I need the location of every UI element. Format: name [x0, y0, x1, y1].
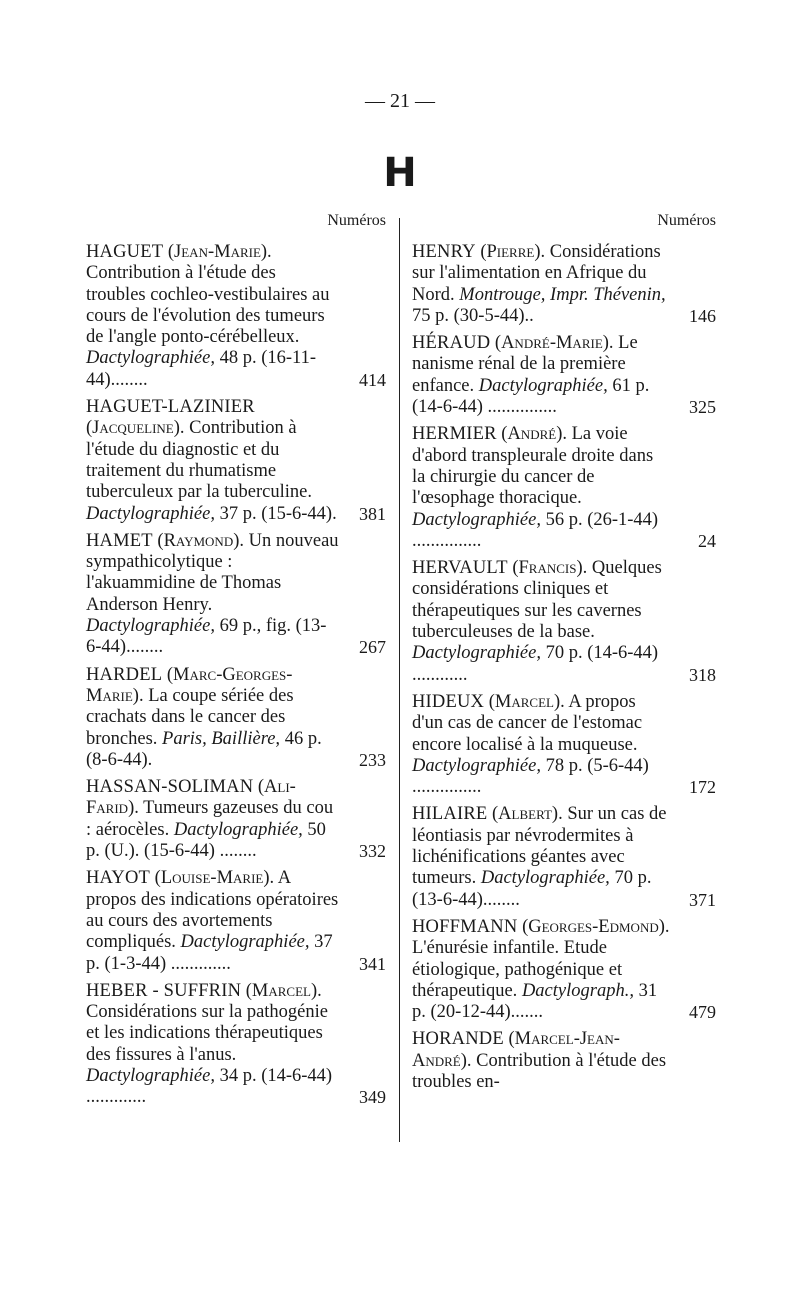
entry-text	[86, 777, 340, 862]
left-entry-list	[86, 242, 386, 1109]
entry-text	[86, 397, 340, 525]
thesis-entry	[412, 424, 716, 552]
thesis-number: 349	[359, 1087, 386, 1108]
thesis-entry	[412, 917, 716, 1023]
thesis-entry	[86, 397, 386, 525]
thesis-number: 233	[359, 749, 386, 770]
thesis-title: A propos des indications opératoires au cours des avortements compliqués.	[86, 868, 339, 953]
thesis-number: 332	[359, 841, 386, 862]
left-column	[86, 212, 386, 1115]
author-name: HIDEUX	[412, 691, 485, 712]
thesis-number: 146	[689, 305, 716, 326]
author-given-name: (Marcel).	[245, 980, 322, 1001]
author-name: HOFFMANN	[412, 916, 518, 937]
publication-info: Montrouge, Impr. Thévenin,	[459, 284, 666, 305]
thesis-entry	[86, 868, 386, 974]
author-given-name: (Francis).	[512, 558, 588, 579]
thesis-title: A propos d'un cas de cancer de l'estomac encore localisé à la muqueuse.	[412, 691, 643, 755]
author-given-name: (Pierre).	[480, 242, 546, 262]
author-name: HEBER - SUFFRIN	[86, 980, 242, 1001]
thesis-entry	[412, 692, 716, 798]
author-name: HAGUET-LAZINIER	[86, 397, 255, 418]
thesis-title: Contribution à l'étude des troubles en-	[412, 1050, 667, 1092]
thesis-number: 172	[689, 777, 716, 798]
entry-text	[86, 531, 340, 659]
publication-info: Dactylographiée,	[86, 1065, 215, 1086]
thesis-number: 371	[689, 889, 716, 910]
publication-info: Dactylographiée,	[478, 375, 608, 396]
thesis-details: 70 p. (13-6-44)........	[412, 868, 652, 910]
thesis-details: 75 p. (30-5-44)..	[412, 305, 534, 326]
publication-info: Dactylographiée,	[412, 509, 541, 530]
thesis-entry	[86, 777, 386, 862]
thesis-title: Contribution à l'étude du diagnostic et du traitement du rhumatisme tuberculeux par la tuberculine.	[86, 418, 313, 503]
thesis-title: Considérations sur la pathogénie et les indications thérapeutiques des fissures à l'anus.	[86, 1002, 328, 1065]
thesis-title: Quelques considérations cliniques et thérapeutiques sur les cavernes tuberculeuses de la base.	[412, 558, 662, 643]
entry-text	[412, 917, 670, 1023]
author-given-name: (Jacqueline).	[86, 418, 185, 439]
thesis-details: 37 p. (15-6-44).	[219, 503, 337, 524]
thesis-title: Un nouveau sympathicolytique : l'akuammidine de Thomas Anderson Henry.	[86, 530, 339, 615]
entry-text	[412, 242, 670, 327]
thesis-details: 34 p. (14-6-44) .............	[86, 1065, 333, 1108]
thesis-title: Tumeurs gazeuses du cou : aérocèles.	[86, 798, 334, 840]
thesis-details: 70 p. (14-6-44) ............	[412, 643, 659, 685]
thesis-title: Considérations sur l'alimentation en Afrique du Nord.	[412, 242, 661, 305]
thesis-number: 267	[359, 637, 386, 658]
thesis-entry	[412, 558, 716, 686]
publication-info: Dactylographiée,	[86, 616, 215, 637]
author-given-name: (Albert).	[492, 804, 563, 825]
thesis-number: 381	[359, 503, 386, 524]
thesis-details: 61 p. (14-6-44) ...............	[412, 375, 650, 418]
section-letter: H	[383, 150, 417, 196]
right-column-header: Numéros	[657, 212, 716, 229]
author-given-name: (Raymond).	[157, 530, 244, 551]
thesis-details: 56 p. (26-1-44) ...............	[412, 509, 659, 551]
publication-info: Dactylographiée,	[480, 868, 610, 889]
thesis-entry	[412, 333, 716, 418]
left-column-header: Numéros	[327, 212, 386, 229]
publication-info: Dactylographiée,	[173, 819, 303, 840]
thesis-details: 31 p. (20-12-44).......	[412, 980, 658, 1023]
thesis-number: 24	[698, 530, 716, 551]
entry-text	[412, 424, 670, 552]
author-name: HAYOT	[86, 868, 151, 889]
author-name: HENRY	[412, 242, 476, 262]
thesis-number: 318	[689, 664, 716, 685]
thesis-details: 69 p., fig. (13-6-44)........	[86, 616, 327, 658]
thesis-details: 46 p. (8-6-44).	[86, 728, 322, 770]
thesis-details: 37 p. (1-3-44) .............	[86, 932, 333, 974]
author-name: HÉRAUD	[412, 333, 491, 354]
thesis-entry	[86, 665, 386, 771]
thesis-entry	[412, 242, 716, 327]
thesis-details: 78 p. (5-6-44) ...............	[412, 755, 649, 798]
entry-text	[86, 665, 340, 771]
thesis-title: Contribution à l'étude des troubles cochleo-vestibulaires au cours de l'évolution des tumeurs de l'angle ponto-cérébelleux.	[86, 263, 330, 348]
author-given-name: (Jean-Marie).	[167, 242, 272, 262]
author-name: HORANDE	[412, 1029, 504, 1050]
publication-info: Dactylographiée,	[180, 932, 310, 953]
author-name: HASSAN-SOLIMAN	[86, 777, 254, 798]
thesis-details: 48 p. (16-11-44)........	[86, 348, 316, 390]
page-number: — 21 —	[365, 90, 435, 112]
author-given-name: (Marc-Georges-Marie).	[86, 664, 293, 706]
thesis-title: La coupe sériée des crachats dans le cancer des bronches.	[86, 685, 294, 749]
publication-info: Dactylographiée,	[86, 503, 215, 524]
thesis-entry	[86, 981, 386, 1109]
thesis-title: L'énurésie infantile. Etude étiologique, pathogénique et thérapeutique.	[412, 938, 623, 1001]
entry-text	[86, 868, 340, 974]
right-entry-list	[412, 242, 716, 1093]
publication-info: Paris, Baillière,	[162, 728, 281, 749]
thesis-entry	[86, 242, 386, 391]
thesis-details: 50 p. (U.). (15-6-44) ........	[86, 819, 326, 862]
publication-info: Dactylograph.,	[521, 980, 634, 1001]
thesis-title: La voie d'abord transpleurale droite dans la chirurgie du cancer de l'œsophage thoracique.	[412, 424, 654, 509]
publication-info: Dactylographiée,	[412, 755, 541, 776]
thesis-number: 414	[359, 369, 386, 390]
entry-text	[86, 981, 340, 1109]
entry-text	[86, 242, 340, 391]
thesis-title: Sur un cas de léontiasis par névrodermites à lichénifications géantes avec tumeurs.	[412, 804, 667, 889]
entry-text	[412, 333, 670, 418]
author-given-name: (Louise-Marie).	[154, 868, 275, 889]
thesis-entry	[412, 804, 716, 910]
thesis-number: 479	[689, 1002, 716, 1023]
author-given-name: (Ali-Farid).	[86, 777, 296, 819]
thesis-title: Le nanisme rénal de la première enfance.	[412, 333, 638, 396]
entry-text	[412, 1029, 670, 1093]
entry-text	[412, 804, 670, 910]
thesis-entry	[86, 531, 386, 659]
author-name: HARDEL	[86, 664, 163, 685]
author-name: HERVAULT	[412, 558, 508, 579]
publication-info: Dactylographiée,	[86, 348, 215, 369]
author-given-name: (André-Marie).	[494, 333, 614, 354]
entry-text	[412, 692, 670, 798]
thesis-number: 325	[689, 397, 716, 418]
author-name: HILAIRE	[412, 804, 488, 825]
thesis-entry	[412, 1029, 716, 1093]
author-given-name: (Georges-Edmond).	[522, 916, 670, 937]
entry-text	[412, 558, 670, 686]
column-divider	[399, 218, 400, 1142]
thesis-number: 341	[359, 953, 386, 974]
right-column	[412, 212, 716, 1099]
author-name: HERMIER	[412, 424, 497, 445]
author-given-name: (Marcel-Jean-André).	[412, 1029, 620, 1071]
publication-info: Dactylographiée,	[412, 643, 541, 664]
author-name: HAGUET	[86, 242, 164, 262]
author-given-name: (André).	[501, 424, 567, 445]
author-given-name: (Marcel).	[488, 691, 565, 712]
author-name: HAMET	[86, 530, 153, 551]
